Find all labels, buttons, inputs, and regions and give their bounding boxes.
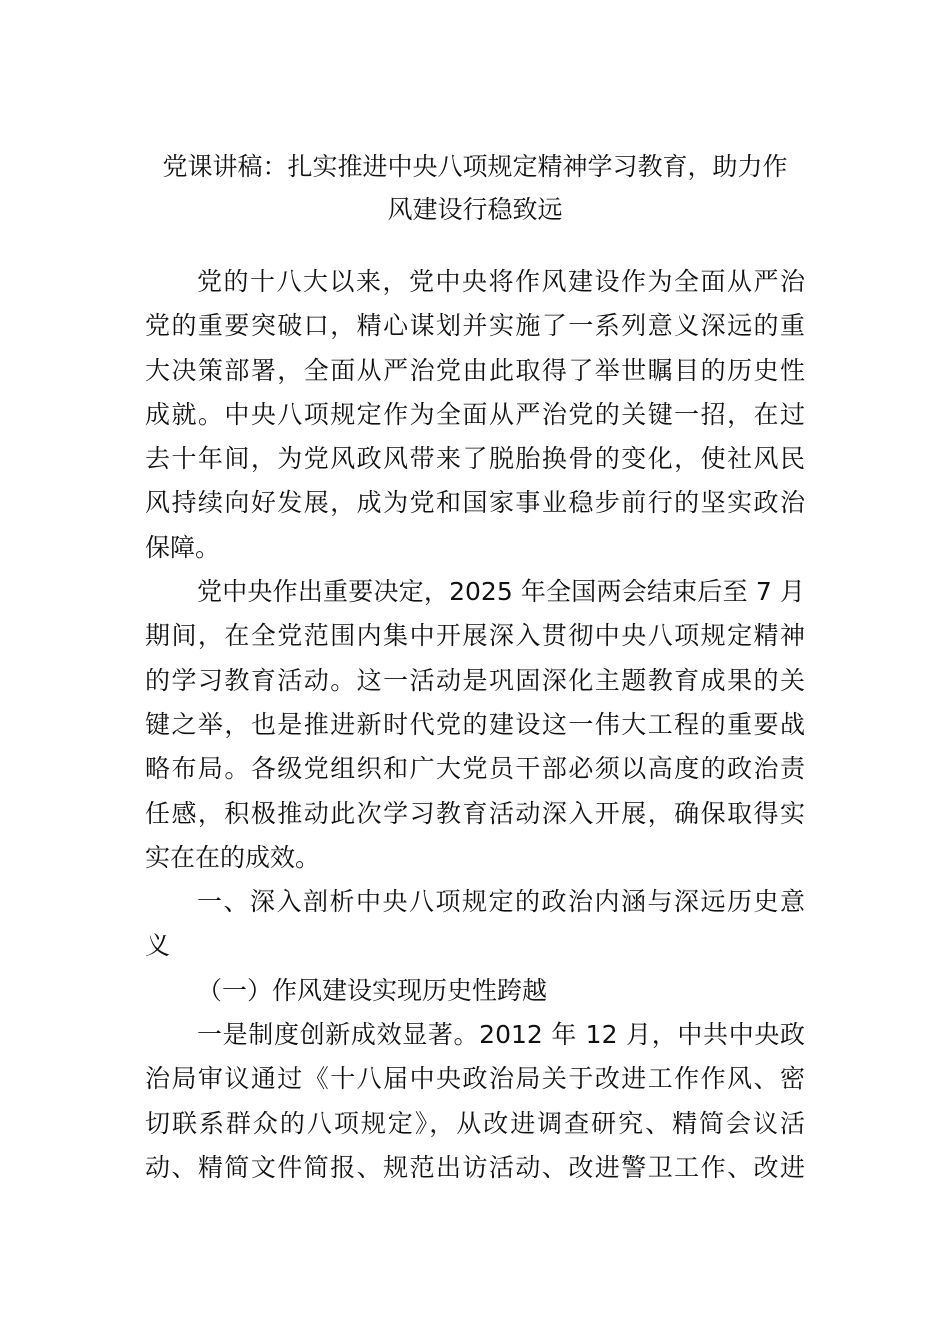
- paragraph-line: 键之举，也是推进新时代党的建设这一伟大工程的重要战: [145, 709, 805, 739]
- document-title: [140, 145, 810, 231]
- paragraph-line: 保障。: [145, 532, 221, 562]
- paragraph-line: 的学习教育活动。这一活动是巩固深化主题教育成果的关: [145, 665, 805, 695]
- paragraph-line: （一）作风建设实现历史性跨越: [197, 975, 548, 1005]
- paragraph-line: 去十年间，为党风政风带来了脱胎换骨的变化，使社风民: [145, 444, 805, 474]
- paragraph-line: 党的十八大以来，党中央将作风建设作为全面从严治: [197, 267, 805, 296]
- paragraph-line: 一是制度创新成效显著。2012 年 12 月，中共中央政: [197, 1020, 805, 1050]
- paragraph-line: 成就。中央八项规定作为全面从严治党的关键一招，在过: [145, 399, 805, 429]
- paragraph-line: 实在在的成效。: [145, 842, 321, 872]
- document-body: [145, 260, 805, 1190]
- paragraph-line: 任感，积极推动此次学习教育活动深入开展，确保取得实: [145, 798, 805, 828]
- paragraph-line: 党中央作出重要决定，2025 年全国两会结束后至 7 月: [197, 577, 805, 607]
- paragraph-line: 大决策部署，全面从严治党由此取得了举世瞩目的历史性: [145, 355, 805, 385]
- paragraph-line: 义: [145, 931, 171, 961]
- title-line: 风建设行稳致远: [387, 195, 563, 224]
- paragraph-line: 一、深入剖析中央八项规定的政治内涵与深远历史意: [197, 887, 805, 917]
- paragraph-line: 动、精简文件简报、规范出访活动、改进警卫工作、改进: [145, 1152, 805, 1182]
- paragraph-line: 党的重要突破口，精心谋划并实施了一系列意义深远的重: [145, 311, 805, 341]
- title-line: 党课讲稿：扎实推进中央八项规定精神学习教育，助力作: [162, 152, 788, 181]
- paragraph-line: 风持续向好发展，成为党和国家事业稳步前行的坚实政治: [145, 488, 805, 518]
- paragraph-line: 期间，在全党范围内集中开展深入贯彻中央八项规定精神: [145, 621, 805, 651]
- paragraph-line: 切联系群众的八项规定》，从改进调查研究、精简会议活: [145, 1108, 805, 1138]
- paragraph-line: 略布局。各级党组织和广大党员干部必须以高度的政治责: [145, 754, 805, 784]
- paragraph-line: 治局审议通过《十八届中央政治局关于改进工作作风、密: [145, 1064, 805, 1094]
